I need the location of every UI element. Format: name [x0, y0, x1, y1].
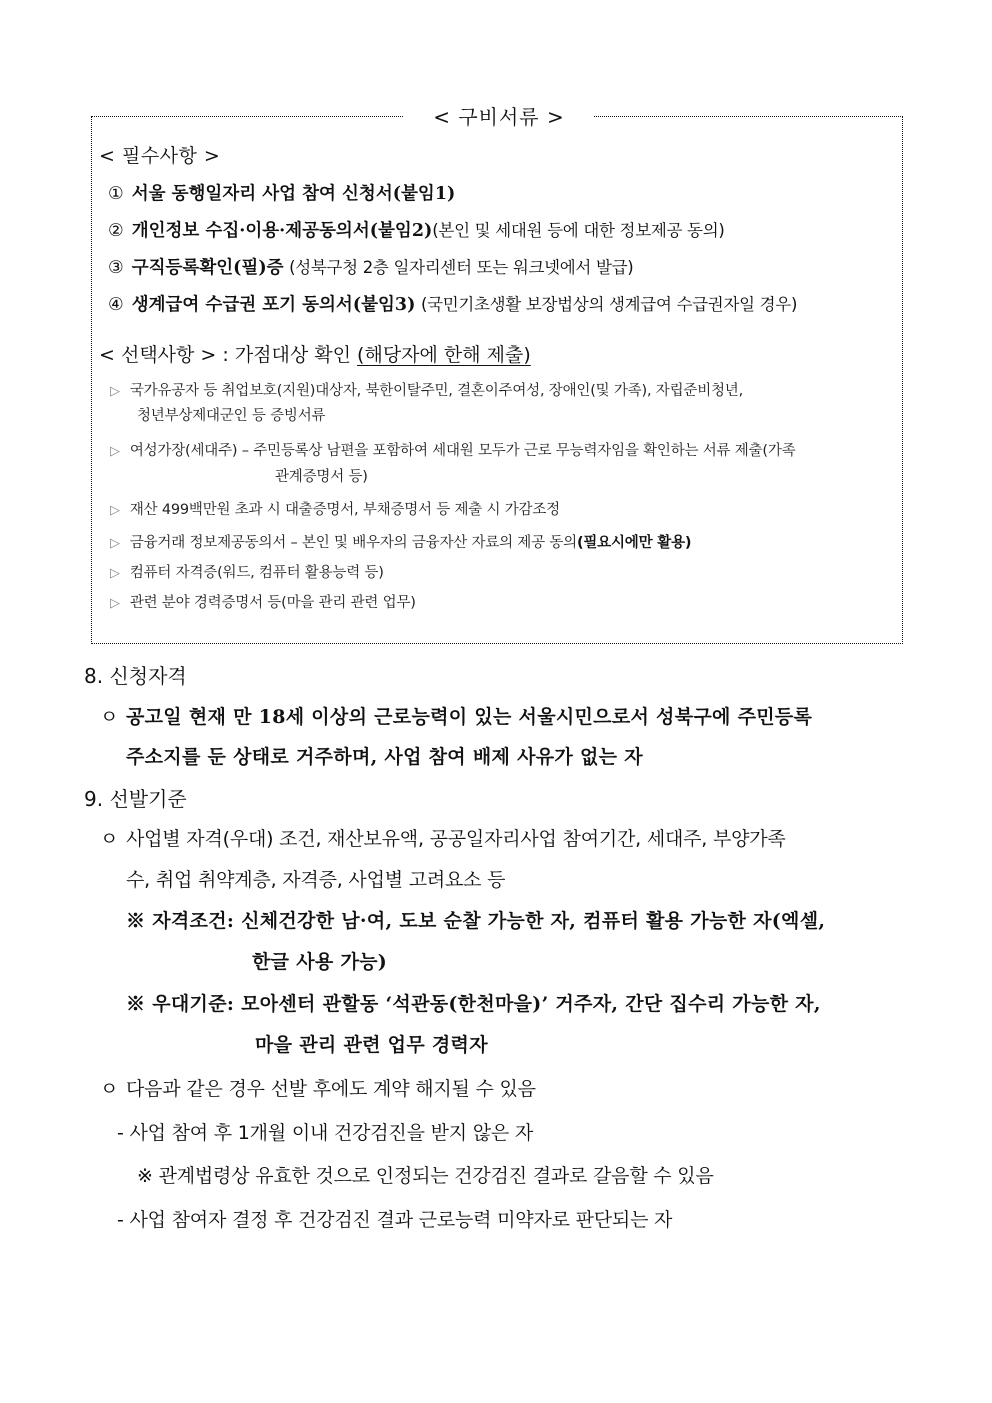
eligibility-text: 공고일 현재 만 18세 이상의 근로능력이 있는 서울시민으로서 성북구에 주민등록 — [126, 706, 813, 728]
reference-mark-icon: ※ — [137, 1165, 153, 1187]
item-title: 구직등록확인(필)증 — [131, 258, 284, 278]
required-item-3 — [108, 255, 633, 281]
item-text: 여성가장(세대주) – 주민등록상 남편을 포함하여 세대원 모두가 근로 무능력자임을 확인하는 서류 제출(가족 — [129, 443, 796, 459]
required-item-1 — [108, 181, 455, 207]
item-number: ① — [108, 184, 124, 204]
circle-bullet-icon: ㅇ — [100, 828, 119, 850]
note-label: 자격조건: — [152, 910, 235, 932]
section-9-criteria-line-1 — [100, 825, 786, 853]
dash-marker: - — [117, 1122, 124, 1144]
triangle-marker-icon: ▷ — [110, 384, 120, 399]
note-text: 신체건강한 남·여, 도보 순찰 가능한 자, 컴퓨터 활용 가능한 자(엑셀, — [241, 910, 826, 932]
optional-desc: 가점대상 확인 — [234, 344, 358, 366]
optional-item-3 — [110, 499, 560, 522]
triangle-marker-icon: ▷ — [110, 503, 120, 518]
optional-item-1-cont: 청년부상제대군인 등 증빙서류 — [137, 408, 326, 424]
reference-mark-icon: ※ — [126, 993, 146, 1015]
item-text: 재산 499백만원 초과 시 대출증명서, 부채증명서 등 제출 시 가감조정 — [129, 502, 560, 518]
note-label: 우대기준: — [152, 993, 235, 1015]
optional-item-6 — [110, 592, 416, 615]
section-9-criteria-line-2: 수, 취업 취약계층, 자격증, 사업별 고려요소 등 — [126, 869, 506, 891]
optional-heading-line — [99, 342, 531, 368]
item-title: 생계급여 수급권 포기 동의서(붙임3) — [131, 295, 416, 315]
termination-item-text: 사업 참여자 결정 후 건강검진 결과 근로능력 미약자로 판단되는 자 — [129, 1209, 673, 1231]
dash-marker: - — [117, 1209, 124, 1231]
optional-item-2-cont: 관계증명서 등) — [275, 469, 368, 485]
termination-text: 다음과 같은 경우 선발 후에도 계약 해지될 수 있음 — [126, 1078, 536, 1100]
termination-heading — [100, 1075, 536, 1103]
preference-note-cont: 마을 관리 관련 업무 경력자 — [255, 1034, 488, 1056]
optional-item-5 — [110, 562, 384, 585]
item-number: ④ — [108, 295, 124, 315]
item-title: 서울 동행일자리 사업 참여 신청서(붙임1) — [131, 184, 456, 204]
preference-note — [126, 990, 821, 1018]
item-number: ③ — [108, 258, 124, 278]
optional-item-1 — [110, 380, 743, 403]
termination-item-2 — [117, 1206, 672, 1234]
required-item-4 — [108, 292, 797, 318]
item-text: 금융거래 정보제공동의서 – 본인 및 배우자의 금융자산 자료의 제공 동의 — [129, 535, 577, 551]
section-8-line-1 — [100, 703, 812, 731]
box-title: < 구비서류 > — [404, 103, 594, 131]
circle-bullet-icon: ㅇ — [100, 1078, 119, 1100]
item-note: (본인 및 세대원 등에 대한 정보제공 동의) — [432, 221, 725, 240]
triangle-marker-icon: ▷ — [110, 566, 120, 581]
reference-mark-icon: ※ — [126, 910, 146, 932]
criteria-text: 사업별 자격(우대) 조건, 재산보유액, 공공일자리사업 참여기간, 세대주, 부양가족 — [126, 828, 786, 850]
section-9-heading: 9. 선발기준 — [84, 787, 187, 811]
item-note: (국민기초생활 보장법상의 생계급여 수급권자일 경우) — [420, 295, 798, 314]
section-8-line-2: 주소지를 둔 상태로 거주하며, 사업 참여 배제 사유가 없는 자 — [126, 746, 643, 768]
item-text: 컴퓨터 자격증(워드, 컴퓨터 활용능력 등) — [129, 565, 384, 581]
optional-heading: < 선택사항 > — [99, 344, 217, 366]
optional-item-2 — [110, 440, 795, 463]
section-8-heading: 8. 신청자격 — [84, 664, 187, 688]
qualification-note-cont: 한글 사용 가능) — [252, 951, 388, 973]
note-text: 모아센터 관할동 ‘석관동(한천마을)’ 거주자, 간단 집수리 가능한 자, — [241, 993, 821, 1015]
item-number: ② — [108, 221, 124, 241]
triangle-marker-icon: ▷ — [110, 536, 120, 551]
optional-underlined-note: (해당자에 한해 제출) — [357, 344, 531, 366]
termination-note-text: 관계법령상 유효한 것으로 인정되는 건강검진 결과로 갈음할 수 있음 — [158, 1165, 714, 1187]
item-text: 국가유공자 등 취업보호(지원)대상자, 북한이탈주민, 결혼이주여성, 장애인(및 가족), 자립준비청년, — [129, 383, 744, 399]
termination-note — [137, 1162, 714, 1190]
qualification-note — [126, 907, 825, 935]
triangle-marker-icon: ▷ — [110, 596, 120, 611]
required-heading: < 필수사항 > — [99, 145, 221, 167]
required-item-2 — [108, 218, 724, 244]
termination-item-1 — [117, 1119, 533, 1147]
colon: : — [216, 344, 235, 366]
item-title: 개인정보 수집·이용·제공동의서(붙임2) — [131, 221, 433, 241]
termination-item-text: 사업 참여 후 1개월 이내 건강검진을 받지 않은 자 — [129, 1122, 534, 1144]
item-note: (성북구청 2층 일자리센터 또는 워크넷에서 발급) — [289, 258, 634, 277]
optional-item-4 — [110, 532, 691, 555]
item-bold-suffix: (필요시에만 활용) — [576, 535, 692, 551]
triangle-marker-icon: ▷ — [110, 444, 120, 459]
circle-bullet-icon: ㅇ — [100, 706, 119, 728]
item-text: 관련 분야 경력증명서 등(마을 관리 관련 업무) — [129, 595, 416, 611]
